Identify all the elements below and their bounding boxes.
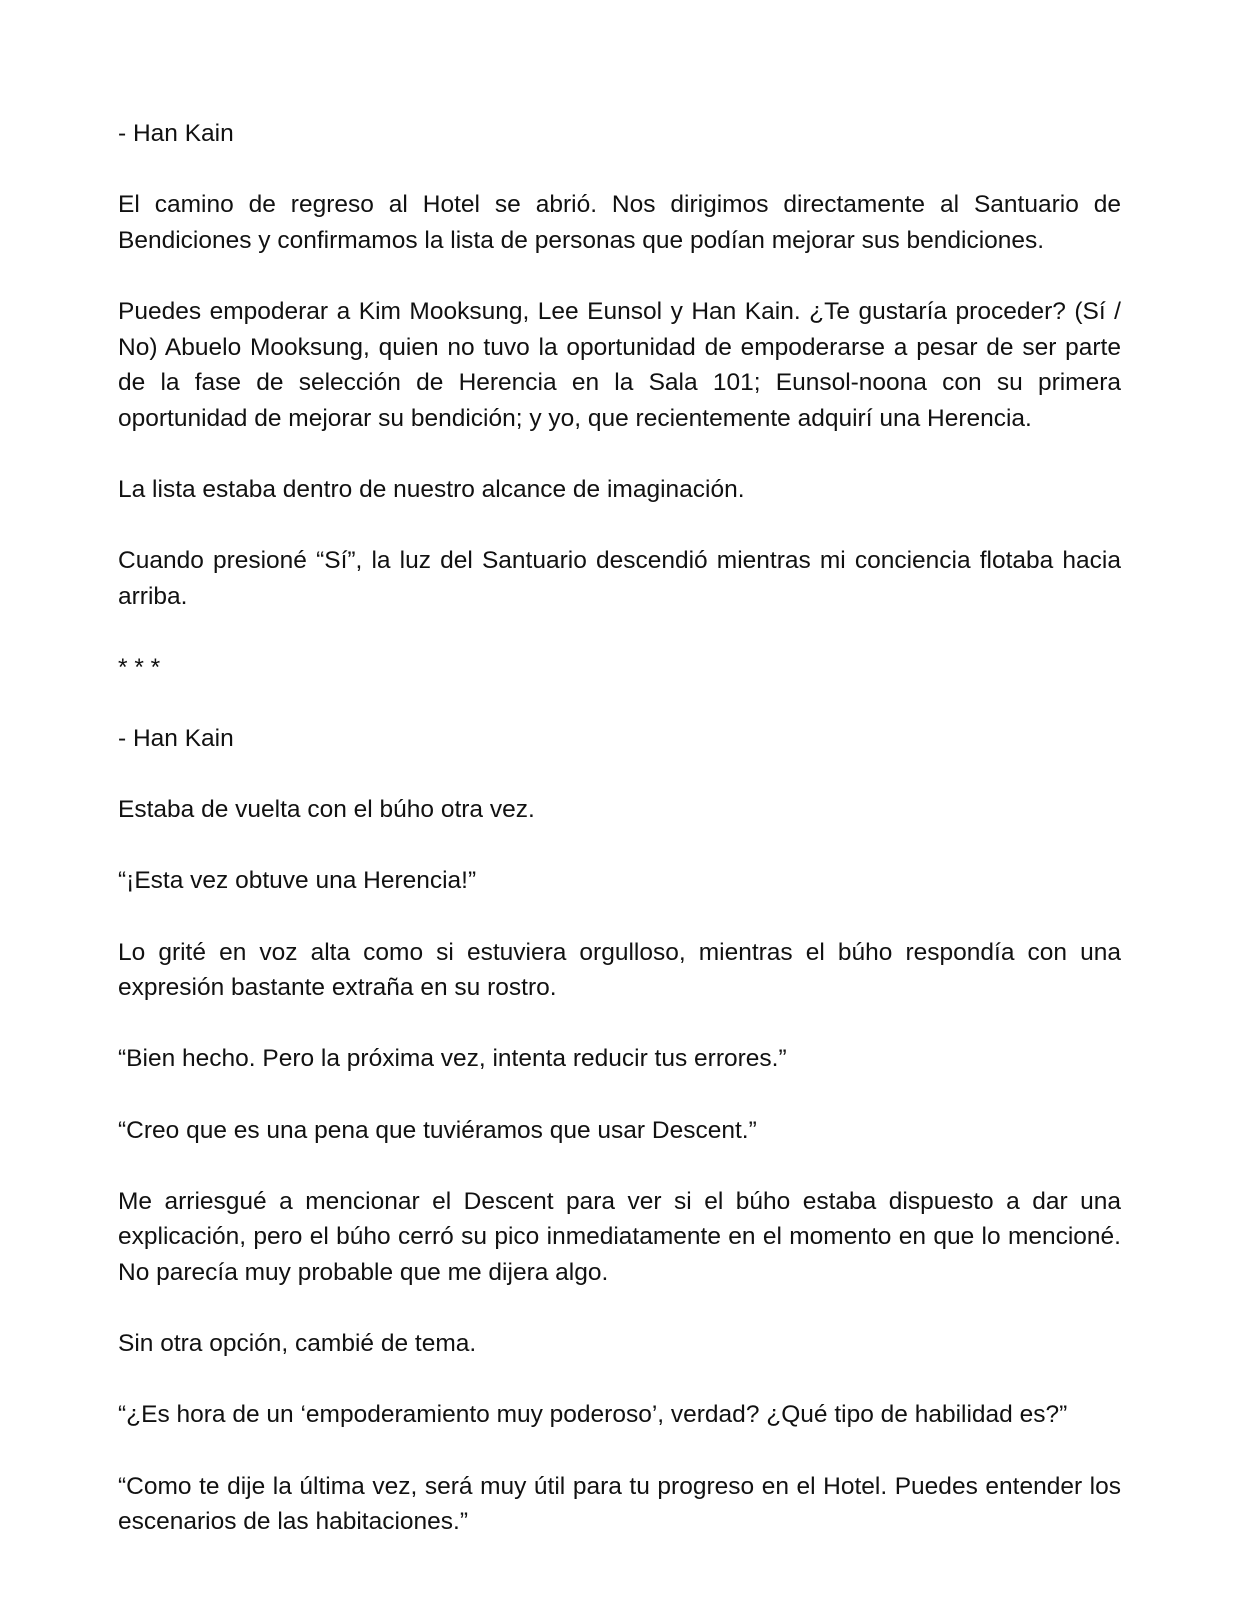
scene-break: * * * [118, 653, 161, 681]
paragraph: Me arriesgué a mencionar el Descent para ver si el búho estaba dispuesto a dar una explicación, pero el búho cerró su pico inmediatamente en el momento en que lo mencioné. No parecía muy probable que me dijera algo. [118, 1187, 1121, 1286]
paragraph: Cuando presioné “Sí”, la luz del Santuario descendió mientras mi conciencia flotaba hacia arriba. [118, 547, 1121, 610]
dialogue-line: “Como te dije la última vez, será muy útil para tu progreso en el Hotel. Puedes entender los escenarios de las habitaciones.” [118, 1472, 1121, 1536]
paragraph: Estaba de vuelta con el búho otra vez. [118, 796, 535, 824]
paragraph: El camino de regreso al Hotel se abrió. Nos dirigimos directamente al Santuario de Bendiciones y confirmamos la lista de personas que podían mejorar sus bendiciones. [118, 191, 1121, 254]
speaker-header: - Han Kain [118, 725, 234, 753]
paragraph: Lo grité en voz alta como si estuviera orgulloso, mientras el búho respondía con una expresión bastante extraña en su rostro. [118, 938, 1121, 1002]
paragraph: Puedes empoderar a Kim Mooksung, Lee Eunsol y Han Kain. ¿Te gustaría proceder? (Sí / No) Abuelo Mooksung, quien no tuvo la oportunidad de empoderarse a pesar de ser parte de la fase de selección de Herencia en la Sala 101; Eunsol-noona con su primera oportunidad de mejorar su bendición; y yo, que recientemente adquirí una Herencia. [118, 297, 1121, 432]
paragraph: Sin otra opción, cambié de tema. [118, 1330, 477, 1358]
document-page [118, 116, 1121, 1540]
dialogue-line: “Bien hecho. Pero la próxima vez, intenta reducir tus errores.” [118, 1045, 787, 1073]
dialogue-line: “¡Esta vez obtuve una Herencia!” [118, 867, 477, 895]
dialogue-line: “¿Es hora de un ‘empoderamiento muy poderoso’, verdad? ¿Qué tipo de habilidad es?” [118, 1401, 1068, 1429]
speaker-header: - Han Kain [118, 120, 234, 147]
dialogue-line: “Creo que es una pena que tuviéramos que usar Descent.” [118, 1116, 757, 1144]
paragraph: La lista estaba dentro de nuestro alcance de imaginación. [118, 475, 745, 503]
